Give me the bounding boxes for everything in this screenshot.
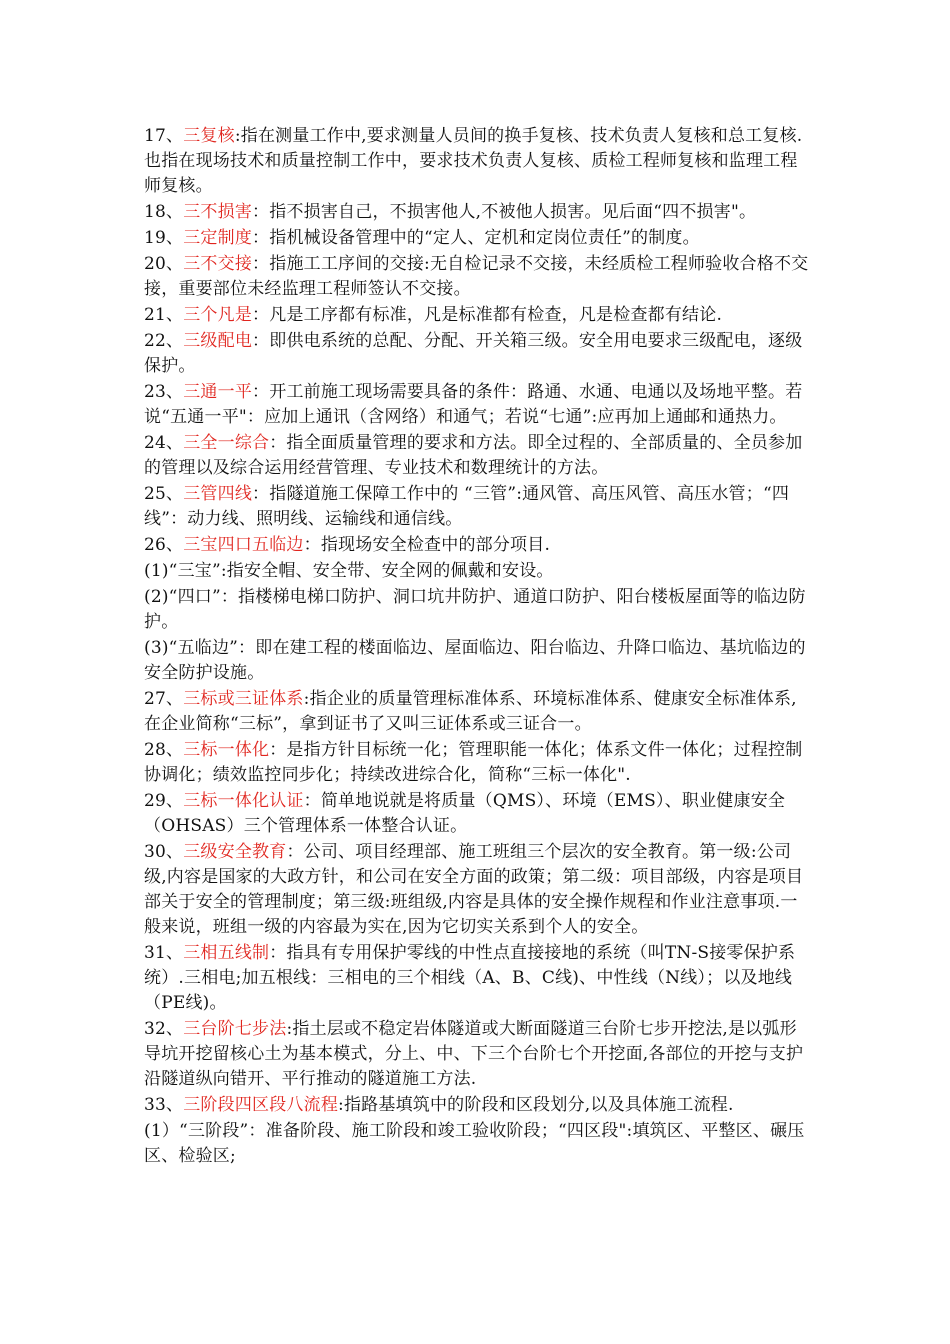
- term-highlight: 三管四线: [183, 484, 253, 504]
- term-highlight: 三级安全教育: [183, 842, 287, 862]
- term-highlight: 三个凡是: [183, 305, 253, 325]
- entry-21: 21、三个凡是：凡是工序都有标准，凡是标准都有检查，凡是检查都有结论.: [144, 305, 723, 325]
- entry-33: 33、三阶段四区段八流程:指路基填筑中的阶段和区段划分,以及具体施工流程.: [144, 1095, 734, 1115]
- entry-30: 30、三级安全教育：公司、项目经理部、施工班组三个层次的安全教育。第一级:公司级,内容是国家的大政方针，和公司在安全方面的政策；第二级：项目部级，内容是项目部关于安全的管理制度；第三级:班组级,内容是具体的安全操作规程和作业注意事项.一般来说，班组一级的内容最为实在,因为它切实关系到个人的安全。: [144, 842, 804, 937]
- entry-18: 18、三不损害：指不损害自己，不损害他人,不被他人损害。见后面“四不损害"。: [144, 202, 757, 222]
- term-highlight: 三台阶七步法: [183, 1019, 287, 1039]
- entry-19: 19、三定制度：指机械设备管理中的“定人、定机和定岗位责任”的制度。: [144, 228, 700, 248]
- term-highlight: 三相五线制: [183, 943, 270, 963]
- term-highlight: 三阶段四区段八流程: [183, 1095, 339, 1115]
- term-highlight: 三不交接: [183, 254, 253, 274]
- entry-32: 32、三台阶七步法:指土层或不稳定岩体隧道或大断面隧道三台阶七步开挖法,是以弧形导坑开挖留核心土为基本模式，分上、中、下三个台阶七个开挖面,各部位的开挖与支护沿隧道纵向错开、平行推动的隧道施工方法.: [144, 1019, 804, 1089]
- term-highlight: 三复核: [183, 126, 235, 146]
- term-highlight: 三定制度: [183, 228, 253, 248]
- entry-31: 31、三相五线制：指具有专用保护零线的中性点直接接地的系统（叫TN-S接零保护系统）.三相电;加五根线：三相电的三个相线（A、B、C线)、中性线（N线）；以及地线（PE线)。: [144, 943, 796, 1013]
- entry-17: 17、三复核:指在测量工作中,要求测量人员间的换手复核、技术负责人复核和总工复核.也指在现场技术和质量控制工作中，要求技术负责人复核、质检工程师复核和监理工程师复核。: [144, 126, 803, 196]
- entry-27: 27、三标或三证体系:指企业的质量管理标准体系、环境标准体系、健康安全标准体系,在企业简称“三标”，拿到证书了又叫三证体系或三证合一。: [144, 689, 797, 734]
- entry-26: 26、三宝四口五临边：指现场安全检查中的部分项目.: [144, 535, 551, 555]
- entry-26-item-2: (2)“四口”：指楼梯电梯口防护、洞口坑井防护、通道口防护、阳台楼板屋面等的临边防护。: [144, 587, 806, 632]
- entry-33-item-1: (1）“三阶段”：准备阶段、施工阶段和竣工验收阶段；“四区段":填筑区、平整区、碾压区、检验区;: [144, 1121, 805, 1166]
- term-highlight: 三通一平: [183, 382, 253, 402]
- term-highlight: 三不损害: [183, 202, 253, 222]
- entry-23: 23、三通一平：开工前施工现场需要具备的条件：路通、水通、电通以及场地平整。若说“五通一平"：应加上通讯（含网络）和通气；若说“七通”:应再加上通邮和通热力。: [144, 382, 803, 427]
- entry-26-item-3: (3)“五临边”：即在建工程的楼面临边、屋面临边、阳台临边、升降口临边、基坑临边的安全防护设施。: [144, 638, 806, 683]
- entry-24: 24、三全一综合：指全面质量管理的要求和方法。即全过程的、全部质量的、全员参加的管理以及综合运用经营管理、专业技术和数理统计的方法。: [144, 433, 803, 478]
- entry-28: 28、三标一体化：是指方针目标统一化；管理职能一体化；体系文件一体化；过程控制协调化；绩效监控同步化；持续改进综合化，简称“三标一体化".: [144, 740, 803, 785]
- term-highlight: 三全一综合: [183, 433, 270, 453]
- entry-22: 22、三级配电：即供电系统的总配、分配、开关箱三级。安全用电要求三级配电，逐级保护。: [144, 331, 803, 376]
- term-list-a: [144, 124, 812, 1169]
- term-highlight: 三宝四口五临边: [183, 535, 304, 555]
- entry-20: 20、三不交接：指施工工序间的交接:无自检记录不交接，未经质检工程师验收合格不交接，重要部位未经监理工程师签认不交接。: [144, 254, 809, 299]
- entry-26-item-1: (1)“三宝”:指安全帽、安全带、安全网的佩戴和安设。: [144, 561, 554, 581]
- term-highlight: 三级配电: [183, 331, 253, 351]
- term-highlight: 三标一体化: [183, 740, 270, 760]
- term-highlight: 三标一体化认证: [183, 791, 304, 811]
- entry-29: 29、三标一体化认证：简单地说就是将质量（QMS）、环境（EMS）、职业健康安全（OHSAS）三个管理体系一体整合认证。: [144, 791, 786, 836]
- term-highlight: 三标或三证体系: [183, 689, 304, 709]
- entry-25: 25、三管四线：指隧道施工保障工作中的 “三管”:通风管、高压风管、高压水管；“四线”：动力线、照明线、运输线和通信线。: [144, 484, 790, 529]
